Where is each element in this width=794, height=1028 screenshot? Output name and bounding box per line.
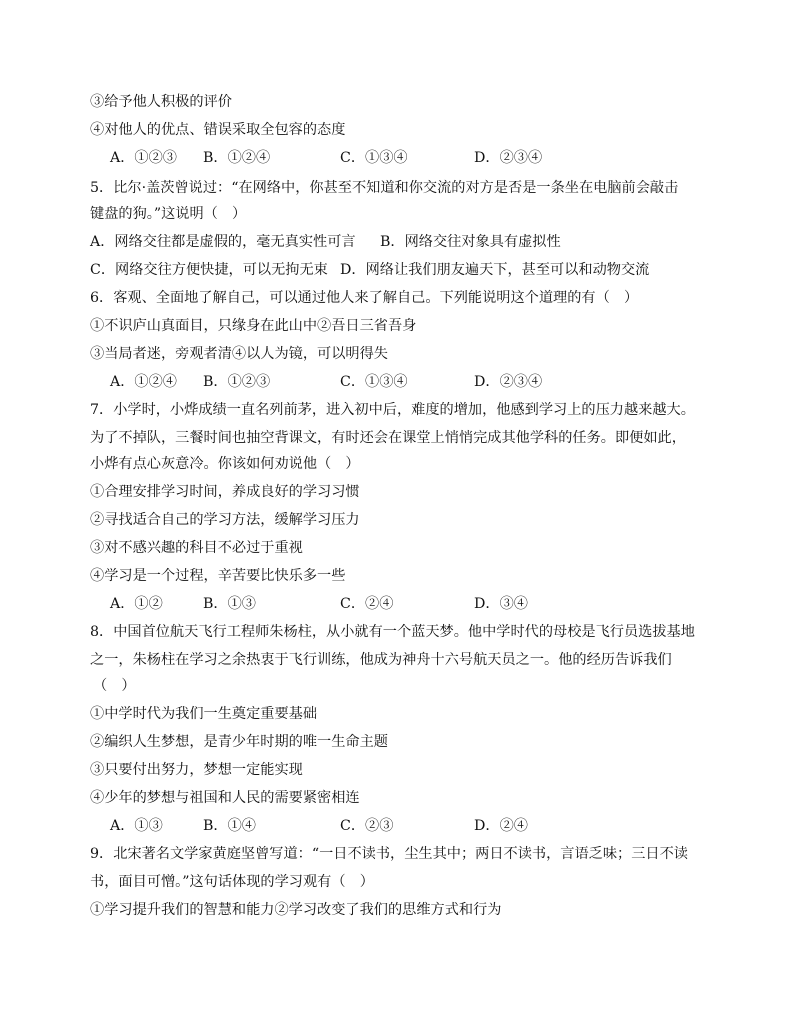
q8-statement-4: ④少年的梦想与祖国和人民的需要紧密相连 xyxy=(90,790,360,806)
q6-option-c[interactable]: C．①③④ xyxy=(340,374,408,390)
q8-option-a[interactable]: A．①③ xyxy=(110,818,163,834)
q7-statement-2: ②寻找适合自己的学习方法，缓解学习压力 xyxy=(90,512,360,528)
q6-option-b[interactable]: B．①②③ xyxy=(203,374,271,390)
q8-statement-3: ③只要付出努力，梦想一定能实现 xyxy=(90,762,303,778)
q7-option-b[interactable]: B．①③ xyxy=(203,596,256,612)
option-c[interactable]: C．①③④ xyxy=(340,150,408,166)
q8-statement-2: ②编织人生梦想，是青少年时期的唯一生命主题 xyxy=(90,734,388,750)
q5-stem-line-2: 键盘的狗。”这说明（ ） xyxy=(90,206,247,222)
option-d[interactable]: D．②③④ xyxy=(474,150,543,166)
q5-stem-line-1: 5．比尔·盖茨曾说过：“在网络中，你甚至不知道和你交流的对方是否是一条坐在电脑前会敲击 xyxy=(90,180,679,196)
q8-option-c[interactable]: C．②③ xyxy=(340,818,394,834)
q7-stem-line-3: 小烨有点心灰意冷。你该如何劝说他（ ） xyxy=(90,456,360,472)
q7-option-a[interactable]: A．①② xyxy=(110,596,163,612)
q6-stem: 6．客观、全面地了解自己，可以通过他人来了解自己。下列能说明这个道理的有（ ） xyxy=(90,290,639,306)
q7-statement-4: ④学习是一个过程，辛苦要比快乐多一些 xyxy=(90,568,346,584)
q8-stem-line-1: 8．中国首位航天飞行工程师朱杨柱，从小就有一个蓝天梦。他中学时代的母校是飞行员选拔基地 xyxy=(90,624,695,640)
q9-stem-line-2: 书，面目可憎。”这句话体现的学习观有（ ） xyxy=(90,874,374,890)
q5-option-c[interactable]: C．网络交往方便快捷，可以无拘无束 xyxy=(90,262,328,278)
option-b[interactable]: B．①②④ xyxy=(203,150,271,166)
q5-option-b[interactable]: B．网络交往对象具有虚拟性 xyxy=(380,234,561,250)
q6-option-a[interactable]: A．①②④ xyxy=(110,374,177,390)
q6-statement-2: ③当局者迷，旁观者清④以人为镜，可以明得失 xyxy=(90,346,388,362)
q8-statement-1: ①中学时代为我们一生奠定重要基础 xyxy=(90,706,318,722)
q7-option-d[interactable]: D．③④ xyxy=(474,596,528,612)
statement-3: ③给予他人积极的评价 xyxy=(90,94,232,110)
q7-stem-line-1: 7．小学时，小烨成绩一直名列前茅，进入初中后，难度的增加，他感到学习上的压力越来越大。 xyxy=(90,402,695,418)
q9-statement-1: ①学习提升我们的智慧和能力②学习改变了我们的思维方式和行为 xyxy=(90,902,502,918)
q7-statement-3: ③对不感兴趣的科目不必过于重视 xyxy=(90,540,303,556)
q6-statement-1: ①不识庐山真面目，只缘身在此山中②吾日三省吾身 xyxy=(90,318,417,334)
q8-option-b[interactable]: B．①④ xyxy=(203,818,256,834)
q5-option-a[interactable]: A．网络交往都是虚假的，毫无真实性可言 xyxy=(90,234,356,250)
q8-stem-line-3: （ ） xyxy=(93,678,136,694)
option-a[interactable]: A．①②③ xyxy=(110,150,177,166)
statement-4: ④对他人的优点、错误采取全包容的态度 xyxy=(90,122,346,138)
q8-stem-line-2: 之一，朱杨柱在学习之余热衷于飞行训练，他成为神舟十六号航天员之一。他的经历告诉我们 xyxy=(90,652,672,668)
q8-option-d[interactable]: D．②④ xyxy=(474,818,528,834)
q9-stem-line-1: 9．北宋著名文学家黄庭坚曾写道：“一日不读书，尘生其中；两日不读书，言语乏味；三日不读 xyxy=(90,846,688,862)
q7-stem-line-2: 为了不掉队，三餐时间也抽空背课文，有时还会在课堂上悄悄完成其他学科的任务。即便如此， xyxy=(90,430,686,446)
q7-statement-1: ①合理安排学习时间，养成良好的学习习惯 xyxy=(90,484,360,500)
q6-option-d[interactable]: D．②③④ xyxy=(474,374,543,390)
q7-option-c[interactable]: C．②④ xyxy=(340,596,394,612)
q5-option-d[interactable]: D．网络让我们朋友遍天下，甚至可以和动物交流 xyxy=(340,262,650,278)
